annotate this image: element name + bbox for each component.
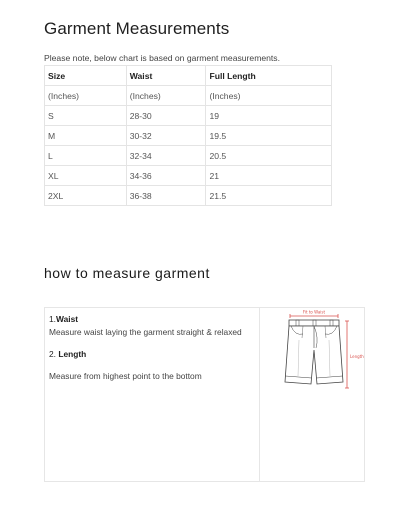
table-cell: (Inches): [45, 86, 127, 106]
header-full-length: Full Length: [206, 66, 332, 86]
table-cell: 19: [206, 106, 332, 126]
table-row: [45, 106, 332, 126]
table-cell: 21.5: [206, 186, 332, 206]
size-chart-table: [44, 65, 332, 206]
table-row: [45, 86, 332, 106]
length-step-title: Length: [58, 349, 87, 359]
table-cell: 19.5: [206, 126, 332, 146]
table-row: [45, 126, 332, 146]
waist-step-number: 1.: [49, 314, 56, 324]
waist-marker-label: Fit to Waist: [302, 309, 326, 315]
measure-instructions-box: [44, 307, 365, 482]
length-marker-label: Length: [350, 354, 364, 359]
table-cell: M: [45, 126, 127, 146]
chart-note: Please note, below chart is based on garment measurements.: [44, 53, 280, 63]
table-cell: 20.5: [206, 146, 332, 166]
table-cell: L: [45, 146, 127, 166]
length-step-description: Measure from highest point to the bottom: [49, 371, 202, 381]
table-cell: 34-36: [126, 166, 206, 186]
page-title: Garment Measurements: [44, 19, 230, 38]
table-cell: 30-32: [126, 126, 206, 146]
table-cell: 32-34: [126, 146, 206, 166]
shorts-diagram: [261, 308, 365, 481]
measure-instructions-text: [45, 308, 260, 481]
table-cell: 28-30: [126, 106, 206, 126]
waist-step-description: Measure waist laying the garment straight & relaxed: [49, 327, 242, 337]
table-row: [45, 186, 332, 206]
table-cell: (Inches): [206, 86, 332, 106]
shorts-illustration-icon: [269, 308, 365, 404]
length-step-heading: [49, 348, 255, 361]
table-row: [45, 146, 332, 166]
header-waist: Waist: [126, 66, 206, 86]
table-cell: 2XL: [45, 186, 127, 206]
table-cell: 21: [206, 166, 332, 186]
header-size: Size: [45, 66, 127, 86]
length-step-number: 2.: [49, 349, 56, 359]
waist-step-title: Waist: [56, 314, 79, 324]
table-cell: 36-38: [126, 186, 206, 206]
waist-step-heading: [49, 313, 255, 326]
table-cell: (Inches): [126, 86, 206, 106]
table-row: [45, 166, 332, 186]
how-to-measure-title: how to measure garment: [44, 265, 210, 281]
table-header-row: [45, 66, 332, 86]
table-cell: XL: [45, 166, 127, 186]
table-cell: S: [45, 106, 127, 126]
